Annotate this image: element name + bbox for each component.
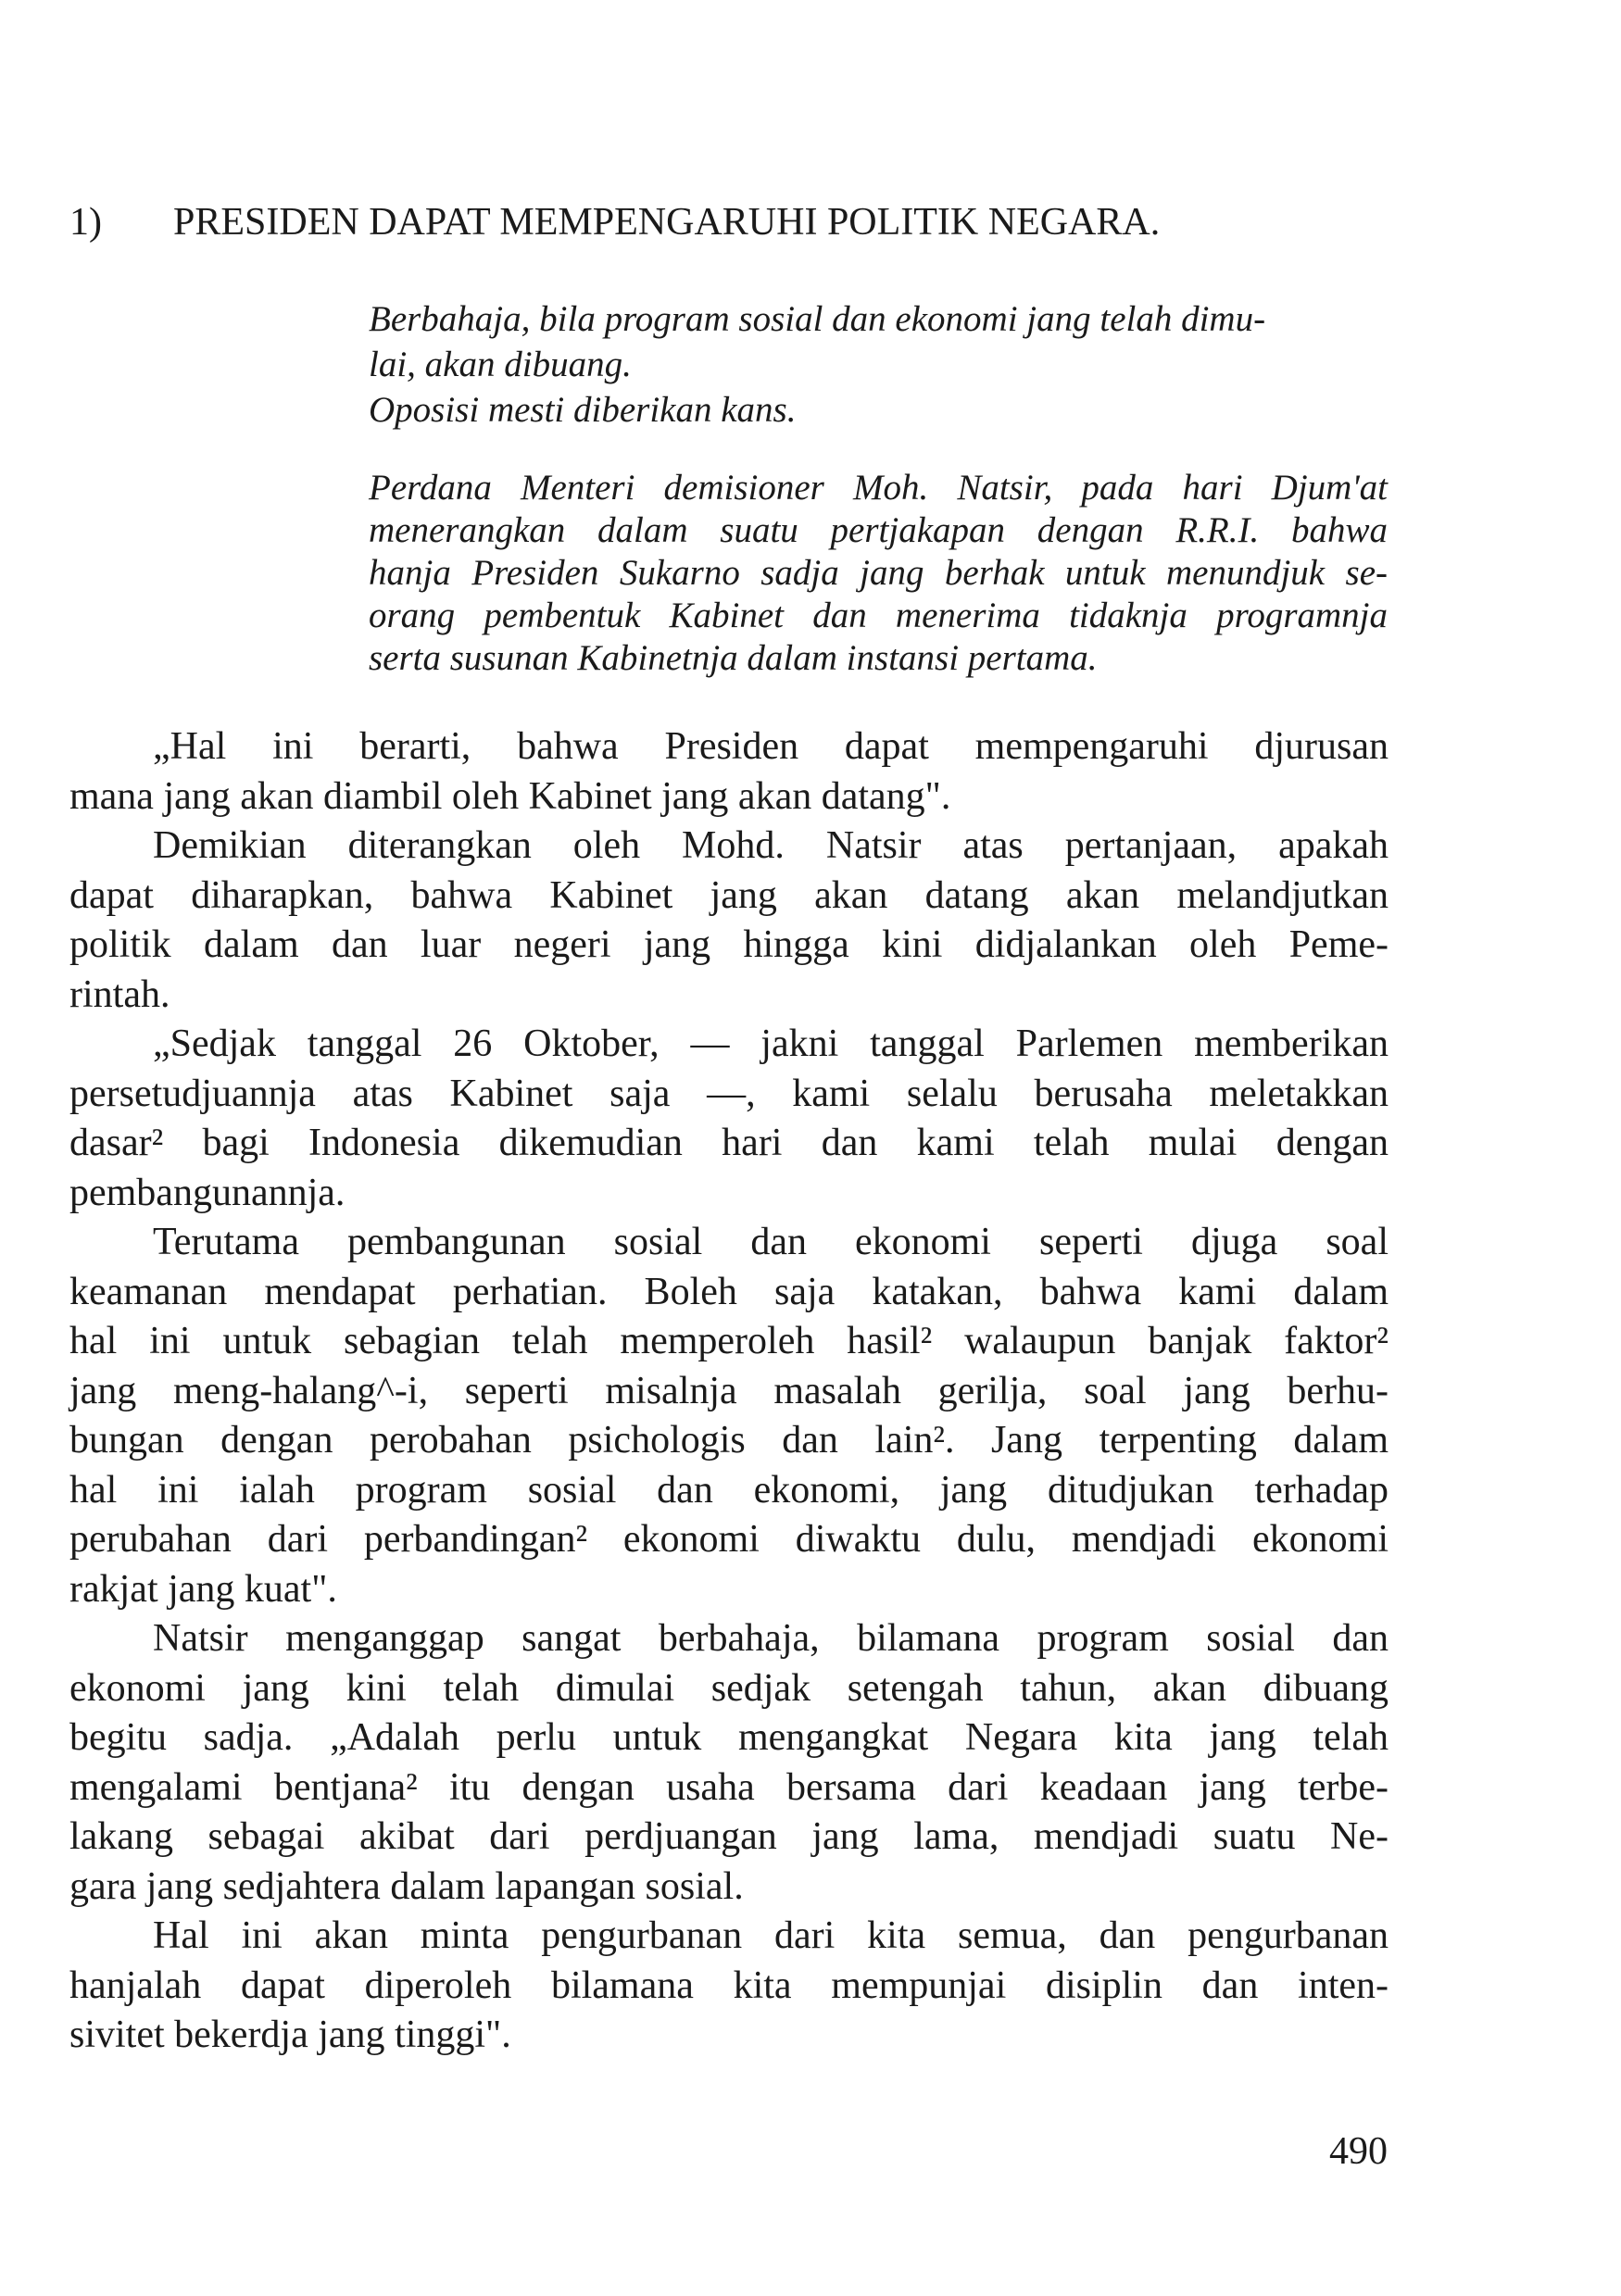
intro-line: serta susunan Kabinetnja dalam instansi pertama.: [369, 638, 1098, 678]
section-number: 1): [69, 201, 102, 244]
body-line: sivitet bekerdja jang tinggi".: [69, 2014, 511, 2056]
body-line: hal ini ialah program sosial dan ekonomi, jang ditudjukan terhadap: [69, 1468, 1389, 1512]
body-line: mengalami bentjana² itu dengan usaha bersama dari keadaan jang terbe-: [69, 1765, 1389, 1809]
body-line: politik dalam dan luar negeri jang hingga kini didjalankan oleh Peme-: [69, 923, 1389, 966]
body-line: bungan dengan perobahan psichologis dan lain². Jang terpenting dalam: [69, 1419, 1389, 1462]
body-line: begitu sadja. „Adalah perlu untuk mengangkat Negara kita jang telah: [69, 1716, 1389, 1759]
subtitle-line: Berbahaja, bila program sosial dan ekonomi jang telah dimu-: [369, 299, 1266, 339]
body-line: hal ini untuk sebagian telah memperoleh hasil² walaupun banjak faktor²: [69, 1320, 1389, 1362]
intro-line: Perdana Menteri demisioner Moh. Natsir, pada hari Djum'at: [369, 468, 1388, 508]
body-line: hanjalah dapat diperoleh bilamana kita mempunjai disiplin dan inten-: [69, 1964, 1389, 2007]
body-line: rintah.: [69, 972, 170, 1016]
body-line: mana jang akan diambil oleh Kabinet jang akan datang".: [69, 774, 951, 818]
body-line: Terutama pembangunan sosial dan ekonomi seperti djuga soal: [153, 1221, 1389, 1263]
intro-line: menerangkan dalam suatu pertjakapan dengan R.R.I. bahwa: [369, 510, 1388, 550]
section-title: PRESIDEN DAPAT MEMPENGARUHI POLITIK NEGARA.: [173, 201, 1161, 244]
body-text: [69, 722, 1389, 2061]
intro-line: hanja Presiden Sukarno sadja jang berhak untuk menundjuk se-: [369, 553, 1388, 593]
body-line: „Sedjak tanggal 26 Oktober, — jakni tanggal Parlemen memberikan: [153, 1023, 1389, 1065]
intro-block: [369, 467, 1388, 680]
body-line: persetudjuannja atas Kabinet saja —, kami selalu berusaha meletakkan: [69, 1072, 1389, 1115]
body-line: Hal ini akan minta pengurbanan dari kita semua, dan pengurbanan: [153, 1914, 1389, 1957]
body-line: jang meng-halang^-i, seperti misalnja masalah gerilja, soal jang berhu-: [69, 1369, 1389, 1412]
subtitle-line: lai, akan dibuang.: [369, 345, 632, 384]
body-line: pembangunannja.: [69, 1171, 346, 1214]
body-line: keamanan mendapat perhatian. Boleh saja katakan, bahwa kami dalam: [69, 1270, 1389, 1313]
body-line: ekonomi jang kini telah dimulai sedjak setengah tahun, akan dibuang: [69, 1666, 1389, 1710]
body-line: gara jang sedjahtera dalam lapangan sosial.: [69, 1864, 744, 1908]
subtitle-block: [369, 296, 1388, 433]
page-number: 490: [1329, 2130, 1388, 2173]
body-line: dasar² bagi Indonesia dikemudian hari dan kami telah mulai dengan: [69, 1122, 1389, 1164]
body-line: rakjat jang kuat".: [69, 1567, 337, 1611]
section-heading: [69, 196, 1366, 248]
body-line: perubahan dari perbandingan² ekonomi diwaktu dulu, mendjadi ekonomi: [69, 1518, 1389, 1561]
body-line: dapat diharapkan, bahwa Kabinet jang akan datang akan melandjutkan: [69, 873, 1389, 917]
body-line: Natsir menganggap sangat berbahaja, bilamana program sosial dan: [153, 1617, 1389, 1660]
body-line: Demikian diterangkan oleh Mohd. Natsir atas pertanjaan, apakah: [153, 824, 1389, 867]
intro-line: orang pembentuk Kabinet dan menerima tidaknja programnja: [369, 596, 1388, 635]
subtitle-line: Oposisi mesti diberikan kans.: [369, 390, 797, 430]
body-line: lakang sebagai akibat dari perdjuangan jang lama, mendjadi suatu Ne-: [69, 1815, 1389, 1858]
body-line: „Hal ini berarti, bahwa Presiden dapat mempengaruhi djurusan: [153, 725, 1389, 768]
